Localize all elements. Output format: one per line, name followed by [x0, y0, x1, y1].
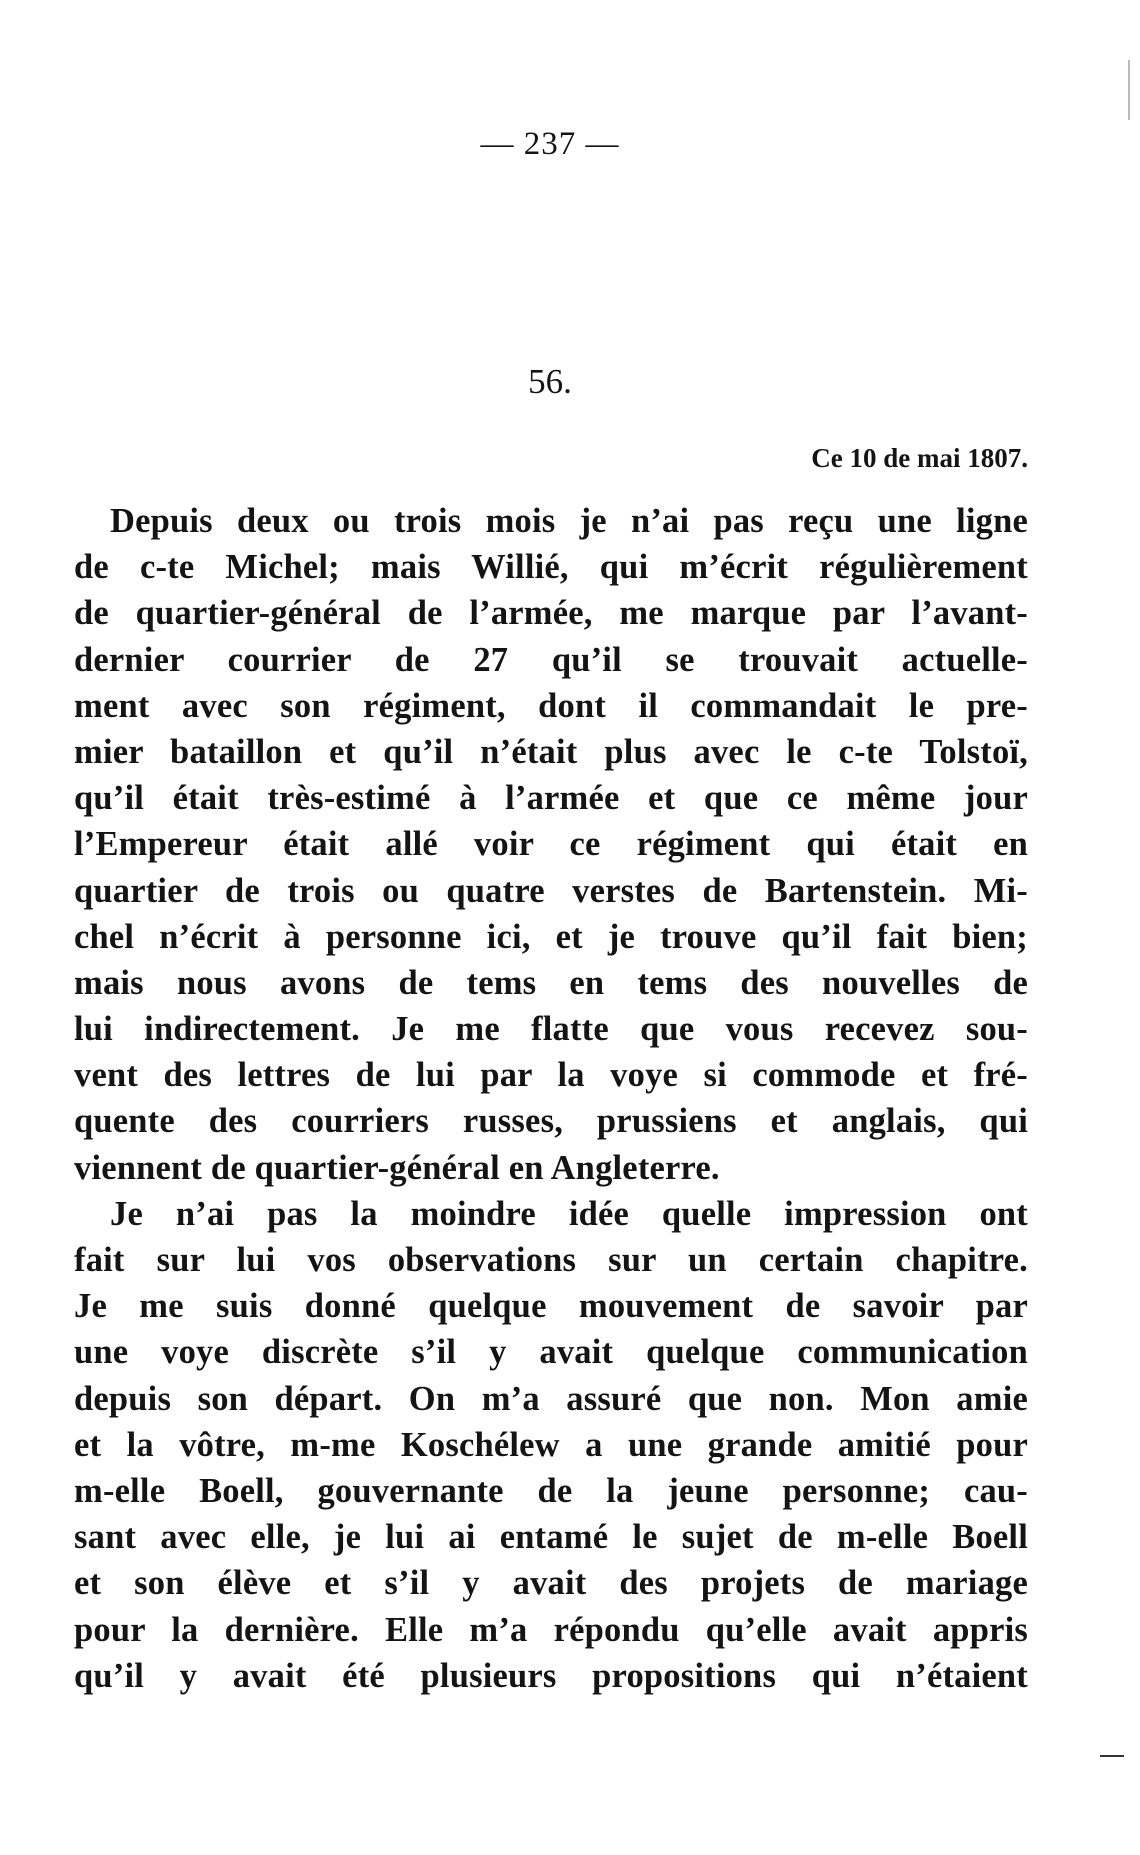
text-line: qu’il était très-estimé à l’armée et que ce même jour	[74, 779, 1028, 818]
text-line: une voye discrète s’il y avait quelque communication	[74, 1333, 1028, 1372]
text-line: Je me suis donné quelque mouvement de savoir par	[74, 1287, 1028, 1326]
text-line: de quartier-général de l’armée, me marque par l’avant-	[74, 594, 1028, 633]
text-line: vent des lettres de lui par la voye si commode et fré-	[74, 1056, 1028, 1095]
text-line: pour la dernière. Elle m’a répondu qu’elle avait appris	[74, 1610, 1028, 1649]
text-line: Je n’ai pas la moindre idée quelle impression ont	[110, 1194, 1028, 1233]
text-line: mais nous avons de tems en tems des nouvelles de	[74, 963, 1028, 1002]
text-line: viennent de quartier-général en Angleterre.	[74, 1148, 720, 1187]
letter-body	[74, 498, 1028, 1699]
text-line: ment avec son régiment, dont il commandait le pre-	[74, 686, 1028, 725]
text-line: fait sur lui vos observations sur un certain chapitre.	[74, 1241, 1028, 1279]
letter-date: Ce 10 de mai 1807.	[811, 443, 1028, 473]
text-line: mier bataillon et qu’il n’était plus avec le c-te Tolstoï,	[74, 732, 1028, 771]
text-line: depuis son départ. On m’a assuré que non. Mon amie	[74, 1379, 1028, 1418]
text-line: chel n’écrit à personne ici, et je trouve qu’il fait bien;	[74, 917, 1028, 956]
scan-artifact	[1128, 60, 1130, 120]
scan-artifact	[1100, 1755, 1124, 1757]
text-line: dernier courrier de 27 qu’il se trouvait actuelle-	[74, 640, 1028, 679]
letter-number: 56.	[528, 362, 572, 401]
text-line: qu’il y avait été plusieurs propositions qui n’étaient	[74, 1656, 1028, 1695]
text-line: sant avec elle, je lui ai entamé le sujet de m-elle Boell	[74, 1518, 1028, 1557]
text-line: de c-te Michel; mais Willié, qui m’écrit régulièrement	[74, 548, 1028, 587]
text-line: m-elle Boell, gouvernante de la jeune personne; cau-	[74, 1471, 1028, 1510]
text-line: et la vôtre, m-me Koschélew a une grande amitié pour	[74, 1425, 1028, 1464]
text-line: l’Empereur était allé voir ce régiment qui était en	[74, 825, 1028, 864]
text-line: quartier de trois ou quatre verstes de Bartenstein. Mi-	[74, 871, 1028, 910]
text-line: Depuis deux ou trois mois je n’ai pas reçu une ligne	[110, 502, 1028, 540]
text-line: quente des courriers russes, prussiens et anglais, qui	[74, 1102, 1028, 1141]
page-number: — 237 —	[480, 126, 620, 162]
text-line: lui indirectement. Je me flatte que vous recevez sou-	[74, 1010, 1028, 1049]
text-line: et son élève et s’il y avait des projets de mariage	[74, 1564, 1028, 1603]
